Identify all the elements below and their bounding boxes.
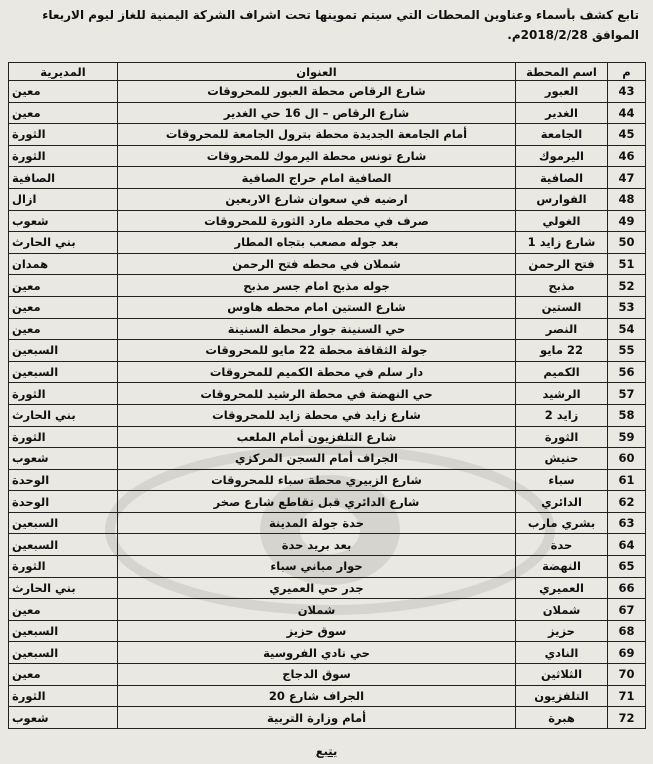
cell-station: الصافية: [516, 167, 608, 189]
cell-address: حي النهضة في محطة الرشيد للمحروقات: [118, 383, 516, 405]
column-header-station: اسم المحطة: [516, 63, 608, 81]
table-row: [9, 556, 646, 578]
cell-num: 72: [608, 707, 646, 729]
cell-num: 63: [608, 512, 646, 534]
cell-station: سباء: [516, 469, 608, 491]
column-header-num: م: [608, 63, 646, 81]
cell-directorate: معين: [9, 102, 118, 124]
cell-num: 57: [608, 383, 646, 405]
table-row: [9, 426, 646, 448]
cell-num: 59: [608, 426, 646, 448]
cell-station: العبور: [516, 81, 608, 103]
cell-station: الدائري: [516, 491, 608, 513]
cell-directorate: شعوب: [9, 707, 118, 729]
cell-directorate: الصافية: [9, 167, 118, 189]
document-date: الموافق 2018/2/28م.: [507, 28, 639, 42]
table-row: [9, 232, 646, 254]
cell-directorate: ازال: [9, 188, 118, 210]
cell-address: سوق حزيز: [118, 620, 516, 642]
cell-num: 49: [608, 210, 646, 232]
cell-num: 68: [608, 620, 646, 642]
cell-address: الجراف أمام السجن المركزي: [118, 448, 516, 470]
cell-address: شملان: [118, 599, 516, 621]
cell-address: أمام وزارة التربية: [118, 707, 516, 729]
cell-num: 56: [608, 361, 646, 383]
cell-directorate: السبعين: [9, 512, 118, 534]
cell-directorate: السبعين: [9, 361, 118, 383]
cell-station: الستين: [516, 296, 608, 318]
cell-address: دار سلم في محطة الكميم للمحروقات: [118, 361, 516, 383]
table-row: [9, 577, 646, 599]
table-row: [9, 318, 646, 340]
table-row: [9, 145, 646, 167]
table-row: [9, 124, 646, 146]
table-row: [9, 253, 646, 275]
cell-directorate: السبعين: [9, 534, 118, 556]
table-row: [9, 469, 646, 491]
cell-num: 61: [608, 469, 646, 491]
cell-station: فتح الرحمن: [516, 253, 608, 275]
cell-num: 46: [608, 145, 646, 167]
cell-address: شارع الستين امام محطه هاوس: [118, 296, 516, 318]
document-title: تابع كشف بأسماء وعناوين المحطات التي سيتم تموينها تحت اشراف الشركة اليمنية للغاز ليوم الاربعاء: [42, 8, 639, 22]
table-header-row: [9, 63, 646, 81]
cell-directorate: الثورة: [9, 145, 118, 167]
table-row: [9, 512, 646, 534]
table-row: [9, 620, 646, 642]
cell-directorate: معين: [9, 318, 118, 340]
cell-station: الجامعة: [516, 124, 608, 146]
cell-station: شملان: [516, 599, 608, 621]
cell-directorate: بني الحارث: [9, 404, 118, 426]
cell-station: التلفزيون: [516, 685, 608, 707]
table-row: [9, 685, 646, 707]
cell-num: 71: [608, 685, 646, 707]
cell-num: 50: [608, 232, 646, 254]
cell-station: الفوارس: [516, 188, 608, 210]
cell-num: 45: [608, 124, 646, 146]
cell-address: حي السنينة جوار محطة السنينة: [118, 318, 516, 340]
cell-num: 66: [608, 577, 646, 599]
cell-num: 48: [608, 188, 646, 210]
cell-address: بعد جوله مصعب بتجاه المطار: [118, 232, 516, 254]
table-row: [9, 275, 646, 297]
cell-station: الرشيد: [516, 383, 608, 405]
cell-station: العميري: [516, 577, 608, 599]
cell-address: أمام الجامعة الجديدة محطة بترول الجامعة للمحروقات: [118, 124, 516, 146]
cell-address: شارع زايد في محطة زايد للمحروقات: [118, 404, 516, 426]
cell-num: 70: [608, 664, 646, 686]
cell-num: 58: [608, 404, 646, 426]
cell-num: 53: [608, 296, 646, 318]
cell-station: حنيش: [516, 448, 608, 470]
cell-station: مذبح: [516, 275, 608, 297]
cell-address: الجراف شارع 20: [118, 685, 516, 707]
cell-address: شارع الرقاص محطة العبور للمحروقات: [118, 81, 516, 103]
table-row: [9, 188, 646, 210]
cell-directorate: معين: [9, 81, 118, 103]
table-row: [9, 102, 646, 124]
cell-directorate: الثورة: [9, 685, 118, 707]
stations-table: [8, 62, 646, 729]
cell-num: 62: [608, 491, 646, 513]
cell-address: جوله مذبح امام جسر مذبح: [118, 275, 516, 297]
cell-address: شارع التلفزيون أمام الملعب: [118, 426, 516, 448]
cell-num: 60: [608, 448, 646, 470]
cell-address: صرف في محطه مارد الثورة للمحروقات: [118, 210, 516, 232]
cell-directorate: معين: [9, 275, 118, 297]
cell-num: 64: [608, 534, 646, 556]
table-row: [9, 340, 646, 362]
cell-directorate: السبعين: [9, 620, 118, 642]
table-row: [9, 642, 646, 664]
table-row: [9, 210, 646, 232]
table-row: [9, 296, 646, 318]
cell-station: الغدير: [516, 102, 608, 124]
cell-directorate: شعوب: [9, 210, 118, 232]
cell-station: الثلاثين: [516, 664, 608, 686]
table-row: [9, 81, 646, 103]
cell-address: شارع الرقاص – ال 16 حي الغدير: [118, 102, 516, 124]
table-row: [9, 534, 646, 556]
cell-station: 22 مايو: [516, 340, 608, 362]
table-row: [9, 707, 646, 729]
cell-directorate: معين: [9, 296, 118, 318]
cell-address: جدر حي العميري: [118, 577, 516, 599]
cell-station: هبرة: [516, 707, 608, 729]
cell-directorate: شعوب: [9, 448, 118, 470]
cell-station: النهضة: [516, 556, 608, 578]
cell-directorate: معين: [9, 599, 118, 621]
cell-address: حوار مباني سباء: [118, 556, 516, 578]
table-row: [9, 664, 646, 686]
cell-num: 54: [608, 318, 646, 340]
cell-num: 69: [608, 642, 646, 664]
table-row: [9, 448, 646, 470]
table-row: [9, 491, 646, 513]
continued-label: يتبع: [315, 744, 338, 758]
cell-directorate: همدان: [9, 253, 118, 275]
table-row: [9, 383, 646, 405]
cell-directorate: السبعين: [9, 642, 118, 664]
table-body: [9, 81, 646, 729]
cell-address: شارع تونس محطة اليرموك للمحروقات: [118, 145, 516, 167]
cell-station: اليرموك: [516, 145, 608, 167]
cell-station: شارع زايد 1: [516, 232, 608, 254]
cell-num: 52: [608, 275, 646, 297]
cell-address: بعد بريد حدة: [118, 534, 516, 556]
cell-station: الثورة: [516, 426, 608, 448]
table-row: [9, 404, 646, 426]
cell-address: ارضيه في سعوان شارع الاربعين: [118, 188, 516, 210]
cell-num: 65: [608, 556, 646, 578]
cell-station: النادي: [516, 642, 608, 664]
cell-num: 44: [608, 102, 646, 124]
cell-num: 47: [608, 167, 646, 189]
cell-station: حدة: [516, 534, 608, 556]
cell-directorate: السبعين: [9, 340, 118, 362]
cell-num: 67: [608, 599, 646, 621]
cell-address: الصافية امام حراج الصافية: [118, 167, 516, 189]
cell-address: حي نادي الفروسية: [118, 642, 516, 664]
cell-address: شملان في محطه فتح الرحمن: [118, 253, 516, 275]
cell-station: زايد 2: [516, 404, 608, 426]
cell-directorate: معين: [9, 664, 118, 686]
cell-num: 55: [608, 340, 646, 362]
column-header-address: العنوان: [118, 63, 516, 81]
cell-address: شارع الزبيري محطة سباء للمحروقات: [118, 469, 516, 491]
cell-num: 43: [608, 81, 646, 103]
cell-station: بشري مارب: [516, 512, 608, 534]
cell-station: الغولي: [516, 210, 608, 232]
cell-directorate: بني الحارث: [9, 577, 118, 599]
cell-address: حدة جولة المدينة: [118, 512, 516, 534]
column-header-directorate: المديرية: [9, 63, 118, 81]
cell-directorate: الوحدة: [9, 491, 118, 513]
cell-num: 51: [608, 253, 646, 275]
cell-directorate: الثورة: [9, 383, 118, 405]
cell-directorate: الوحدة: [9, 469, 118, 491]
cell-directorate: الثورة: [9, 124, 118, 146]
cell-station: النصر: [516, 318, 608, 340]
cell-address: جولة الثقافة محطة 22 مايو للمحروقات: [118, 340, 516, 362]
cell-directorate: الثورة: [9, 556, 118, 578]
cell-directorate: بني الحارث: [9, 232, 118, 254]
table-row: [9, 599, 646, 621]
cell-station: الكميم: [516, 361, 608, 383]
table-row: [9, 361, 646, 383]
cell-directorate: الثورة: [9, 426, 118, 448]
cell-station: حزيز: [516, 620, 608, 642]
cell-address: شارع الدائري قبل تقاطع شارع صخر: [118, 491, 516, 513]
table-row: [9, 167, 646, 189]
cell-address: سوق الدجاج: [118, 664, 516, 686]
